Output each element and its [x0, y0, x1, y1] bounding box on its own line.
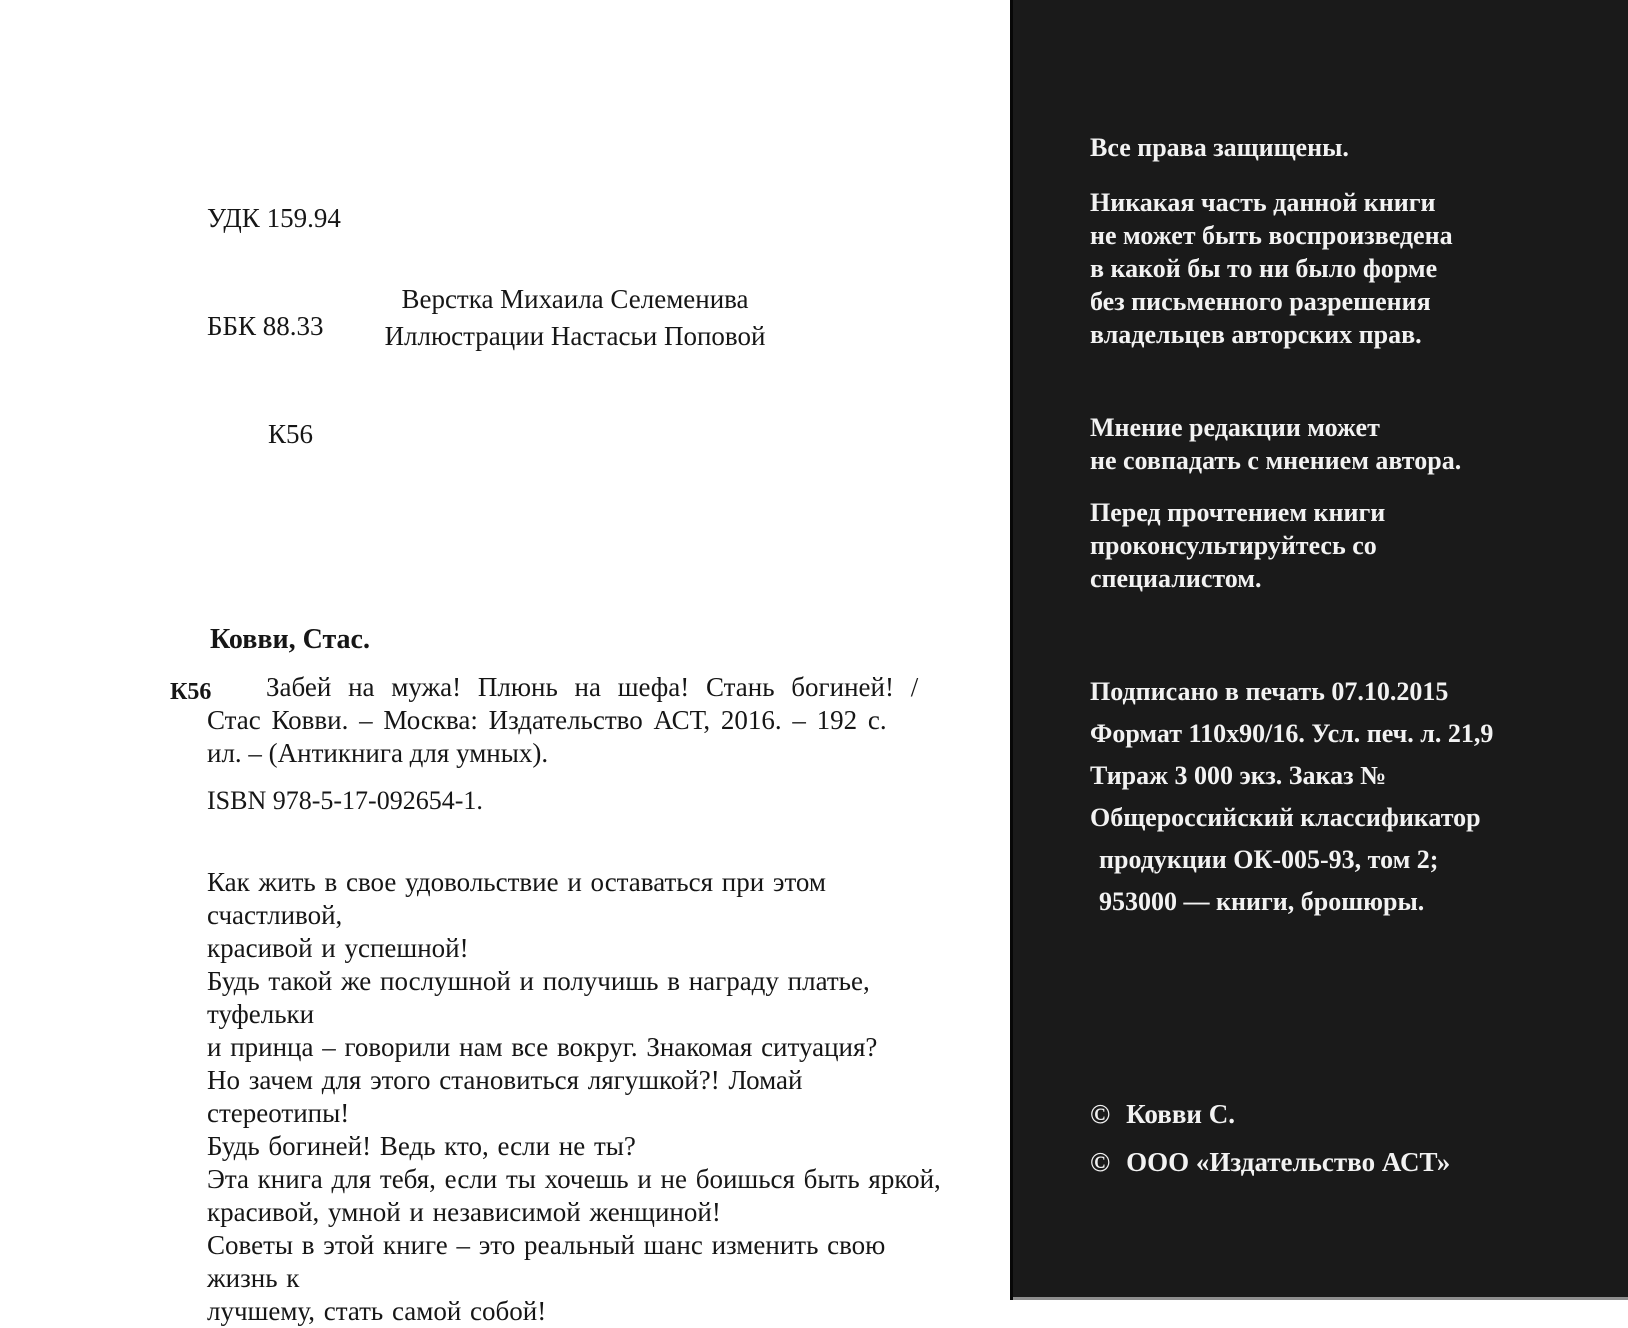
print-info-line: Подписано в печать 07.10.2015 — [1090, 677, 1449, 706]
notice-line: без письменного разрешения — [1090, 287, 1431, 316]
bibliographic-entry — [207, 671, 952, 770]
illustrations-credit-line: Иллюстрации Настасьи Поповой — [384, 321, 766, 351]
editorial-opinion-notice — [1013, 411, 1628, 477]
page-bottom-edge — [1013, 1297, 1628, 1300]
rights-panel — [1010, 0, 1628, 1300]
consult-specialist-notice — [1013, 496, 1628, 595]
notice-line: владельцев авторских прав. — [1090, 320, 1422, 349]
annotation-line: Будь такой же послушной и получишь в награду платье, туфельки — [207, 966, 870, 1029]
notice-line: не совпадать с мнением автора. — [1090, 446, 1462, 475]
bib-line: Стас Ковви. – Москва: Издательство АСТ, 2016. – 192 с. — [207, 705, 887, 735]
notice-line: Все права защищены. — [1090, 133, 1349, 162]
print-info-line: продукции ОК-005-93, том 2; — [1099, 845, 1439, 874]
notice-line: Никакая часть данной книги — [1090, 188, 1436, 217]
print-info-line: Тираж 3 000 экз. Заказ № — [1090, 761, 1387, 790]
catalog-entry-code: К56 — [170, 679, 212, 705]
credits-block — [215, 281, 935, 355]
annotation-line: Эта книга для тебя, если ты хочешь и не боишься быть яркой, — [207, 1164, 941, 1194]
layout-credit-line: Верстка Михаила Селеменива — [401, 284, 749, 314]
copyright-symbol: © — [1090, 1099, 1111, 1129]
copyright-line — [1090, 1138, 1608, 1186]
annotation-line: Будь богиней! Ведь кто, если не ты? — [207, 1131, 636, 1161]
reproduction-notice — [1013, 186, 1628, 351]
print-info-line: 953000 — книги, брошюры. — [1099, 887, 1425, 916]
print-info-line: Формат 110х90/16. Усл. печ. л. 21,9 — [1090, 719, 1494, 748]
copyright-symbol: © — [1090, 1147, 1111, 1177]
notice-line: проконсультируйтесь со — [1090, 531, 1377, 560]
print-production-info — [1013, 671, 1628, 923]
annotation-line: Как жить в свое удовольствие и оставаться при этом счастливой, — [207, 867, 826, 930]
print-info-line: Общероссийский классификатор — [1090, 803, 1481, 832]
bbk-code-line: ББК 88.33 — [207, 311, 324, 341]
copyright-line — [1090, 1090, 1608, 1138]
bib-line: Забей на мужа! Плюнь на шефа! Стань богиней! / — [266, 672, 919, 702]
notice-line: Перед прочтением книги — [1090, 498, 1386, 527]
rights-reserved-notice — [1013, 131, 1628, 164]
author-code-line: К56 — [268, 419, 314, 449]
annotation-line: Советы в этой книге – это реальный шанс изменить свою жизнь к — [207, 1230, 886, 1293]
annotation-line: Но зачем для этого становиться лягушкой?! Ломай стереотипы! — [207, 1065, 803, 1128]
copyright-holder: ООО «Издательство АСТ» — [1126, 1147, 1451, 1177]
bib-line: ил. – (Антикнига для умных). — [207, 738, 549, 768]
annotation-line: красивой и успешной! — [207, 933, 469, 963]
author-heading: Ковви, Стас. — [210, 624, 370, 655]
udk-code-line: УДК 159.94 — [207, 203, 341, 233]
annotation-line: и принца – говорили нам все вокруг. Знакомая ситуация? — [207, 1032, 878, 1062]
isbn-line: ISBN 978-5-17-092654-1. — [207, 786, 483, 815]
annotation-line: лучшему, стать самой собой! — [207, 1296, 547, 1326]
notice-line: специалистом. — [1090, 564, 1262, 593]
annotation-line: красивой, умной и независимой женщиной! — [207, 1197, 721, 1227]
notice-line: не может быть воспроизведена — [1090, 221, 1453, 250]
copyright-holder: Ковви С. — [1126, 1099, 1235, 1129]
annotation-block — [207, 866, 952, 1328]
copyright-list — [1013, 1090, 1628, 1186]
notice-line: в какой бы то ни было форме — [1090, 254, 1438, 283]
notice-line: Мнение редакции может — [1090, 413, 1380, 442]
